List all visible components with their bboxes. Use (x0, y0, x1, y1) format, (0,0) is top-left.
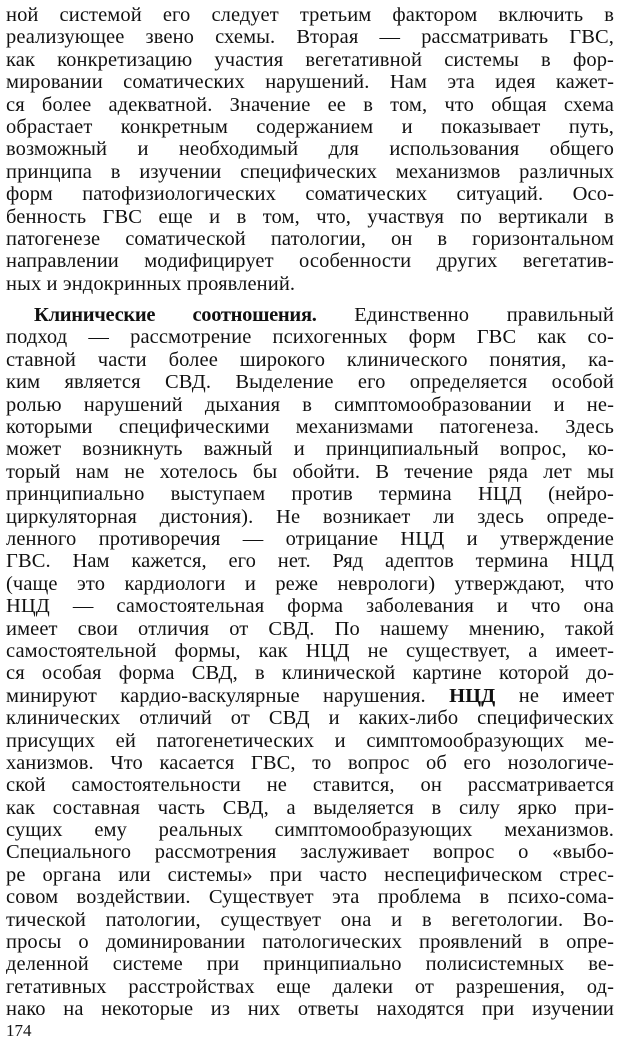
text-line: возможный и необходимый для использования общего (6, 138, 614, 161)
text-line: ской самостоятельности не ставится, он рассматривается (6, 774, 614, 797)
text-line: просы о доминировании патологических проявлений в опре- (6, 931, 614, 954)
text-line-with-bold (6, 685, 614, 707)
text-line: клинических отличий от СВД и каких-либо специфических (6, 707, 614, 730)
text-line: самостоятельной формы, как НЦД не существует, а имеет- (6, 639, 614, 662)
text-line: нако на некоторые из них ответы находятся при изучении (6, 998, 614, 1021)
text-line: форм патофизиологических соматических ситуаций. Осо- (6, 183, 614, 206)
text-line: ленного противоречия — отрицание НЦД и утверждение (6, 527, 614, 550)
text-line: реализующее звено схемы. Вторая — рассматривать ГВС, (6, 26, 614, 49)
text-run: не имеет (495, 684, 614, 707)
text-line: ханизмов. Что касается ГВС, то вопрос об его нозологиче- (6, 751, 614, 774)
text-line: (чаще это кардиологи и реже неврологи) утверждают, что (6, 572, 614, 595)
text-line: подход — рассмотрение психогенных форм ГВС как со- (6, 326, 614, 349)
text-line: ГВС. Нам кажется, его нет. Ряд адептов термина НЦД (6, 550, 614, 573)
text-line: ре органа или системы» при часто неспецифическом стрес- (6, 863, 614, 886)
text-line: может возникнуть важный и принципиальный вопрос, ко- (6, 438, 614, 461)
text-line: тической патологии, существует она и в вегетологии. Во- (6, 908, 614, 931)
page-number: 174 (6, 1021, 32, 1040)
text-line: ставной части более широкого клинического понятия, ка- (6, 348, 614, 371)
paragraph-first-line (6, 304, 614, 326)
text-line: Специального рассмотрения заслуживает вопрос о «выбо- (6, 841, 614, 864)
text-line: имеет свои отличия от СВД. По нашему мнению, такой (6, 617, 614, 640)
text-line: ся более адекватной. Значение ее в том, что общая схема (6, 93, 614, 116)
text-line: ных и эндокринных проявлений. (6, 272, 296, 295)
text-line: мировании соматических нарушений. Нам эта идея кажет- (6, 71, 614, 94)
text-line: присущих ей патогенетических и симптомообразующих ме- (6, 729, 614, 752)
paragraph-gap (6, 295, 614, 304)
text-line: ной системой его следует третьим фактором включить в (6, 4, 614, 26)
text-line: направлении модифицирует особенности других вегетатив- (6, 250, 614, 273)
text-line: совом воздействии. Существует эта проблема в психо-сома- (6, 886, 614, 909)
text-line: как конкретизацию участия вегетативной системы в фор- (6, 48, 614, 71)
text-line: обрастает конкретным содержанием и показывает путь, (6, 115, 614, 138)
bold-term: НЦД (449, 684, 496, 707)
text-line: патогенезе соматической патологии, он в горизонтальном (6, 227, 614, 250)
text-line: ким является СВД. Выделение его определяется особой (6, 371, 614, 394)
paragraph-2 (6, 304, 614, 1021)
text-line: ся особая форма СВД, в клинической картине которой до- (6, 662, 614, 685)
text-line: бенность ГВС еще и в том, что, участвуя по вертикали в (6, 205, 614, 228)
text-line: принципа в изучении специфических механизмов различных (6, 160, 614, 183)
text-run: Единственно правильный (316, 304, 614, 327)
paragraph-1 (6, 4, 614, 295)
text-line: НЦД — самостоятельная форма заболевания и что она (6, 595, 614, 618)
text-line: деленной системе при принципиально полисистемных ве- (6, 953, 614, 976)
text-line: принципиально выступаем против термина НЦД (нейро- (6, 483, 614, 506)
text-line: ролью нарушений дыхания в симптомообразовании и не- (6, 393, 614, 416)
text-line: как составная часть СВД, а выделяется в силу ярко при- (6, 796, 614, 819)
text-line: торый нам не хотелось бы обойти. В течение ряда лет мы (6, 460, 614, 483)
section-heading: Клинические соотношения. (34, 304, 317, 327)
text-line: сущих ему реальных симптомообразующих механизмов. (6, 819, 614, 842)
text-run: минируют кардио-васкулярные нарушения. (6, 684, 450, 707)
text-line: гетативных расстройствах еще далеки от разрешения, од- (6, 975, 614, 998)
text-line: циркуляторная дистония). Не возникает ли здесь опреде- (6, 505, 614, 528)
body-text (6, 4, 614, 1021)
text-line: которыми специфическими механизмами патогенеза. Здесь (6, 416, 614, 439)
